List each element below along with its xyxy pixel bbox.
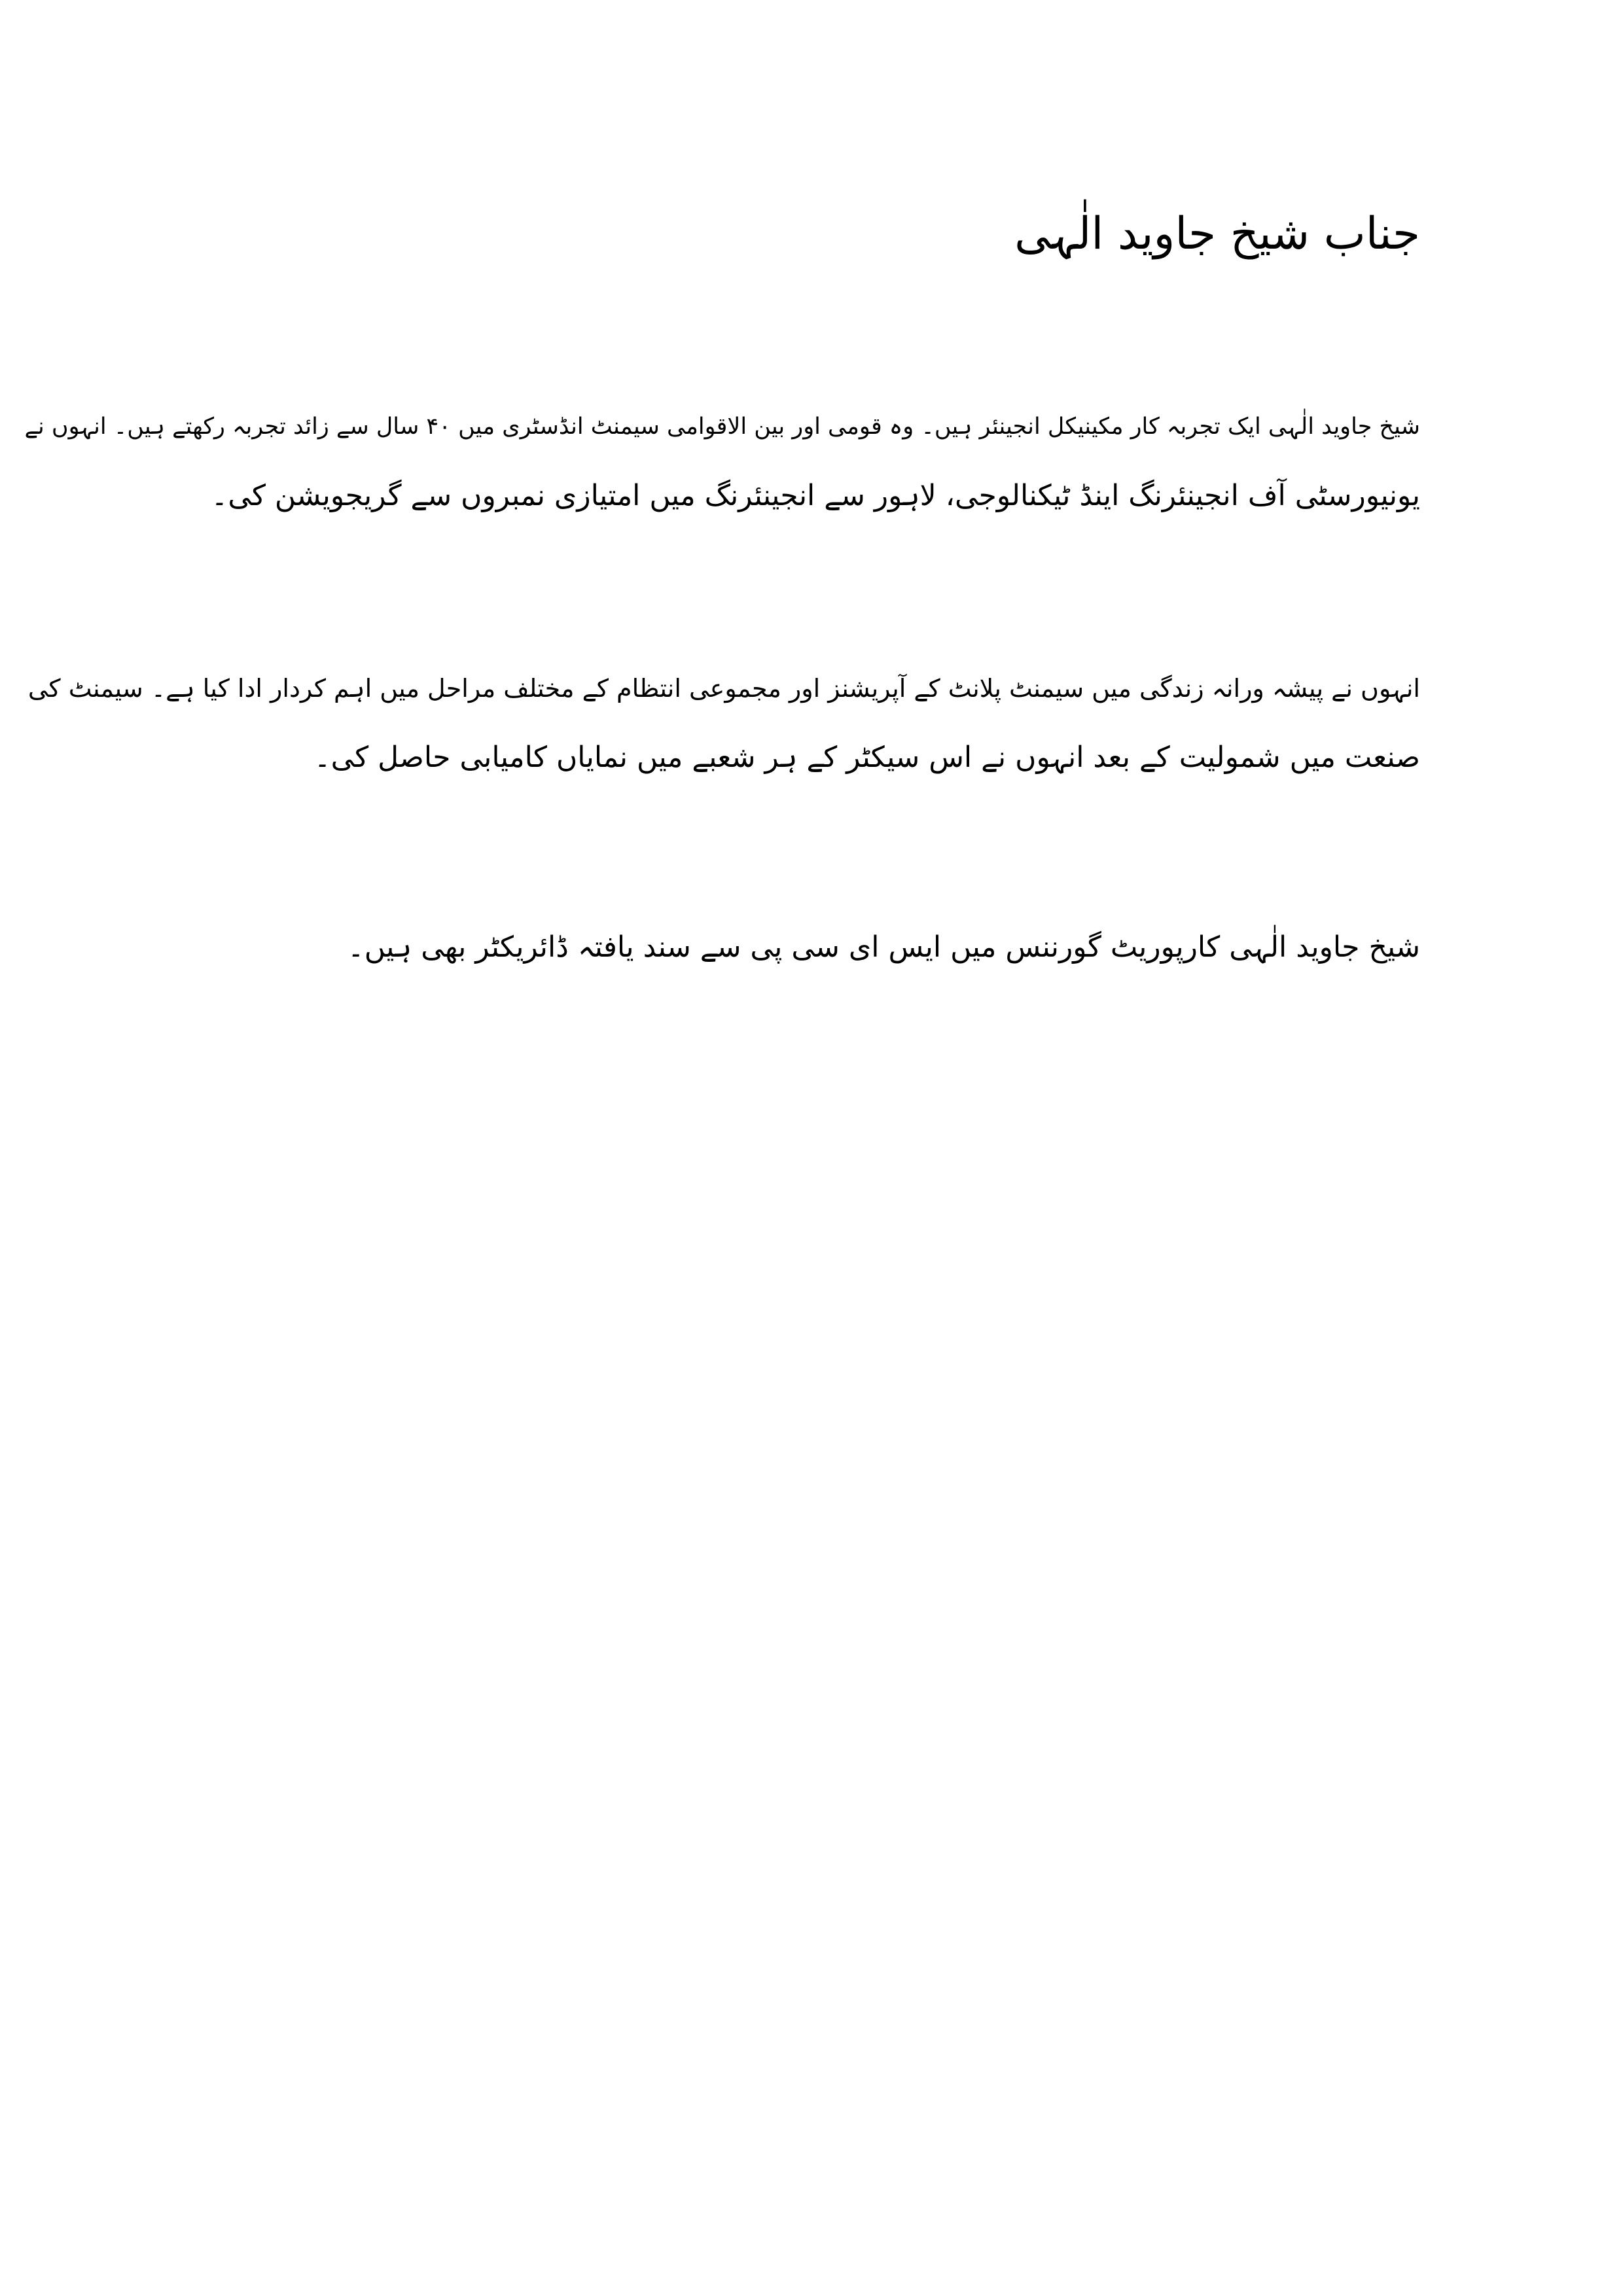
- paragraph-line: یونیورسٹی آف انجینئرنگ اینڈ ٹیکنالوجی، لاہور سے انجینئرنگ میں امتیازی نمبروں سے گریجویشن کی۔: [211, 479, 1420, 512]
- paragraph-line: شیخ جاوید الٰہی کارپوریٹ گورننس میں ایس ای سی پی سے سند یافتہ ڈائریکٹر بھی ہیں۔: [347, 930, 1420, 964]
- paragraph-career: [7, 654, 1420, 792]
- paragraph-line: انہوں نے پیشہ ورانہ زندگی میں سیمنٹ پلانٹ کے آپریشنز اور مجموعی انتظام کے مختلف مراحل میں اہم کردار ادا کیا ہے۔ سیمنٹ کی: [27, 674, 1420, 703]
- paragraph-line: شیخ جاوید الٰہی ایک تجربہ کار مکینیکل انجینئر ہیں۔ وہ قومی اور بین الاقوامی سیمنٹ انڈسٹری میں ۴۰ سال سے زائد تجربہ رکھتے ہیں۔ انہوں نے: [24, 414, 1420, 440]
- paragraph-certification: [7, 913, 1420, 981]
- page-title: جناب شیخ جاوید الٰہی: [1014, 208, 1420, 260]
- paragraph-line: صنعت میں شمولیت کے بعد انہوں نے اس سیکٹر کے ہر شعبے میں نمایاں کامیابی حاصل کی۔: [313, 741, 1420, 774]
- paragraph-education: [7, 393, 1420, 530]
